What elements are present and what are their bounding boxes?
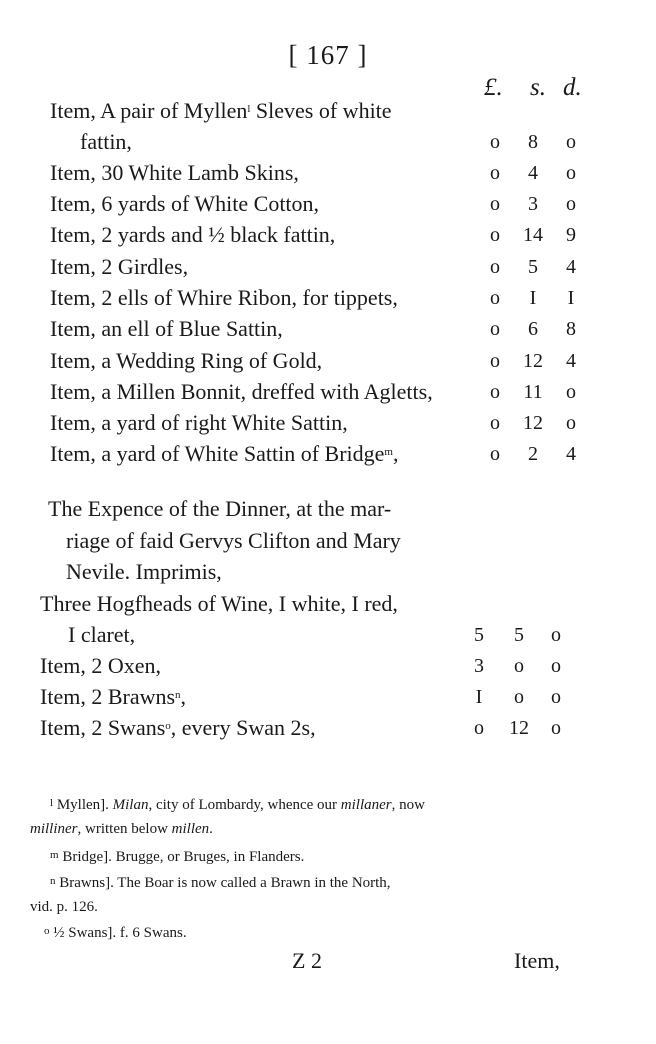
item-text xyxy=(50,346,322,376)
amount-pence: o xyxy=(551,624,561,646)
amount-pounds: 3 xyxy=(474,655,484,677)
item-text-main: Three Hogfheads of Wine, I white, I red, xyxy=(40,591,398,616)
item-text-tail: , every Swan 2s, xyxy=(170,715,316,740)
item-text xyxy=(50,158,299,188)
footnote-ref: m xyxy=(384,446,393,458)
amount-pounds: o xyxy=(490,287,500,309)
amount-pence: o xyxy=(566,131,576,153)
item-text xyxy=(50,283,398,313)
footnote-ref: o xyxy=(165,720,171,732)
footnote-italic: milliner xyxy=(30,821,78,837)
amount-pounds: o xyxy=(490,224,500,246)
amount-pounds: o xyxy=(490,412,500,434)
item-text-main: Item, a yard of White Sattin of Bridge xyxy=(50,441,385,466)
footnote-line xyxy=(50,794,425,816)
footnote-line xyxy=(50,872,391,894)
amount-pence: 4 xyxy=(566,256,576,278)
footnote-text: Brawns]. The Boar is now called a Brawn in the North, xyxy=(55,875,391,891)
amount-pounds: o xyxy=(490,162,500,184)
item-text-main: Item, a yard of right White Sattin, xyxy=(50,410,348,435)
amount-shillings: o xyxy=(514,655,524,677)
item-text xyxy=(50,408,348,438)
amount-shillings: 4 xyxy=(528,162,538,184)
item-text xyxy=(50,314,283,344)
footnote-line xyxy=(30,896,98,918)
amount-shillings: 12 xyxy=(509,717,529,739)
column-header-pounds: £. xyxy=(484,74,503,101)
item-text-tail: , xyxy=(180,684,187,709)
item-text-main: Item, 6 yards of White Cotton, xyxy=(50,191,320,216)
item-continuation: I claret, xyxy=(68,622,136,647)
footnote-ref: l xyxy=(247,103,251,115)
amount-pence: o xyxy=(566,412,576,434)
item-text-main: Item, an ell of Blue Sattin, xyxy=(50,316,283,341)
item-text xyxy=(40,651,161,681)
footnote-italic: millaner xyxy=(340,797,392,813)
item-text-main: Item, 2 Girdles, xyxy=(50,254,189,279)
footnote-line xyxy=(44,922,187,944)
item-text xyxy=(40,713,316,743)
item-text-main: Item, 2 ells of Whire Ribon, for tippets, xyxy=(50,285,398,310)
amount-pence: o xyxy=(551,686,561,708)
catchword: Item, xyxy=(514,948,560,973)
item-text xyxy=(40,589,398,619)
signature-mark: Z 2 xyxy=(292,948,322,973)
amount-pounds: o xyxy=(474,717,484,739)
footnote-mark: l xyxy=(50,797,54,809)
item-text xyxy=(50,439,398,469)
dinner-heading-line: The Expence of the Dinner, at the mar- xyxy=(48,496,392,521)
item-text xyxy=(50,189,319,219)
footnote-line xyxy=(30,818,213,840)
footnote-text: Myllen]. xyxy=(53,797,113,813)
footnote-italic: millen xyxy=(171,821,210,837)
amount-shillings: I xyxy=(529,287,537,309)
amount-pounds: 5 xyxy=(474,624,484,646)
amount-pence: 8 xyxy=(566,318,576,340)
amount-shillings: 8 xyxy=(528,131,538,153)
item-text xyxy=(50,252,188,282)
item-text-main: Item, 2 Swans xyxy=(40,715,166,740)
item-text-main: Item, a Wedding Ring of Gold, xyxy=(50,348,323,373)
footnote-mark: o xyxy=(44,925,50,937)
page-number: [ 167 ] xyxy=(288,40,368,70)
footnote-text: , written below xyxy=(77,821,172,837)
item-text-tail: Sleves of white xyxy=(250,98,392,123)
footnote-text: , city of Lombardy, whence our xyxy=(148,797,341,813)
item-text xyxy=(40,682,186,712)
amount-pence: 9 xyxy=(566,224,576,246)
footnote-mark: n xyxy=(50,875,56,887)
amount-pence: o xyxy=(566,381,576,403)
amount-pounds: o xyxy=(490,131,500,153)
footnote-text: ½ Swans]. f. 6 Swans. xyxy=(49,925,187,941)
amount-shillings: 2 xyxy=(528,443,538,465)
item-text-main: Item, 2 Brawns xyxy=(40,684,176,709)
amount-pounds: o xyxy=(490,318,500,340)
amount-shillings: 6 xyxy=(528,318,538,340)
footnote-line xyxy=(50,846,304,868)
amount-pounds: o xyxy=(490,443,500,465)
footnote-italic: Milan xyxy=(112,797,149,813)
amount-shillings: 12 xyxy=(523,350,543,372)
footnote-text: , now xyxy=(391,797,425,813)
amount-shillings: 14 xyxy=(523,224,543,246)
footnote-text: . xyxy=(209,821,213,837)
footnote-text: Bridge]. Brugge, or Bruges, in Flanders. xyxy=(58,849,305,865)
item-text-main: Item, 2 Oxen, xyxy=(40,653,161,678)
column-header-pence: d. xyxy=(563,74,582,101)
dinner-heading-line: riage of faid Gervys Clifton and Mary xyxy=(66,528,401,553)
amount-shillings: 3 xyxy=(528,193,538,215)
amount-pence: o xyxy=(566,193,576,215)
item-text xyxy=(50,96,392,126)
item-text-main: Item, a Millen Bonnit, dreffed with Agletts, xyxy=(50,379,433,404)
amount-shillings: 5 xyxy=(514,624,524,646)
item-continuation: fattin, xyxy=(80,129,132,154)
item-text-tail: , xyxy=(392,441,399,466)
amount-pounds: o xyxy=(490,193,500,215)
amount-pence: o xyxy=(551,717,561,739)
footnote-text: vid. p. 126. xyxy=(30,899,98,915)
item-text-main: Item, 30 White Lamb Skins, xyxy=(50,160,299,185)
amount-pounds: o xyxy=(490,381,500,403)
amount-shillings: 11 xyxy=(523,381,543,403)
amount-pence: 4 xyxy=(566,443,576,465)
amount-pence: o xyxy=(551,655,561,677)
item-text xyxy=(50,220,335,250)
item-text-main: Item, A pair of Myllen xyxy=(50,98,248,123)
amount-pounds: o xyxy=(490,350,500,372)
dinner-heading-line: Nevile. Imprimis, xyxy=(66,559,222,584)
column-header-shillings: s. xyxy=(530,74,546,101)
amount-pounds: I xyxy=(475,686,483,708)
footnote-mark: m xyxy=(50,849,59,861)
amount-pounds: o xyxy=(490,256,500,278)
footnote-ref: n xyxy=(175,689,181,701)
amount-pence: o xyxy=(566,162,576,184)
amount-shillings: o xyxy=(514,686,524,708)
amount-shillings: 5 xyxy=(528,256,538,278)
item-text xyxy=(50,377,433,407)
amount-shillings: 12 xyxy=(523,412,543,434)
amount-pence: 4 xyxy=(566,350,576,372)
item-text-main: Item, 2 yards and ½ black fattin, xyxy=(50,222,336,247)
amount-pence: I xyxy=(567,287,575,309)
